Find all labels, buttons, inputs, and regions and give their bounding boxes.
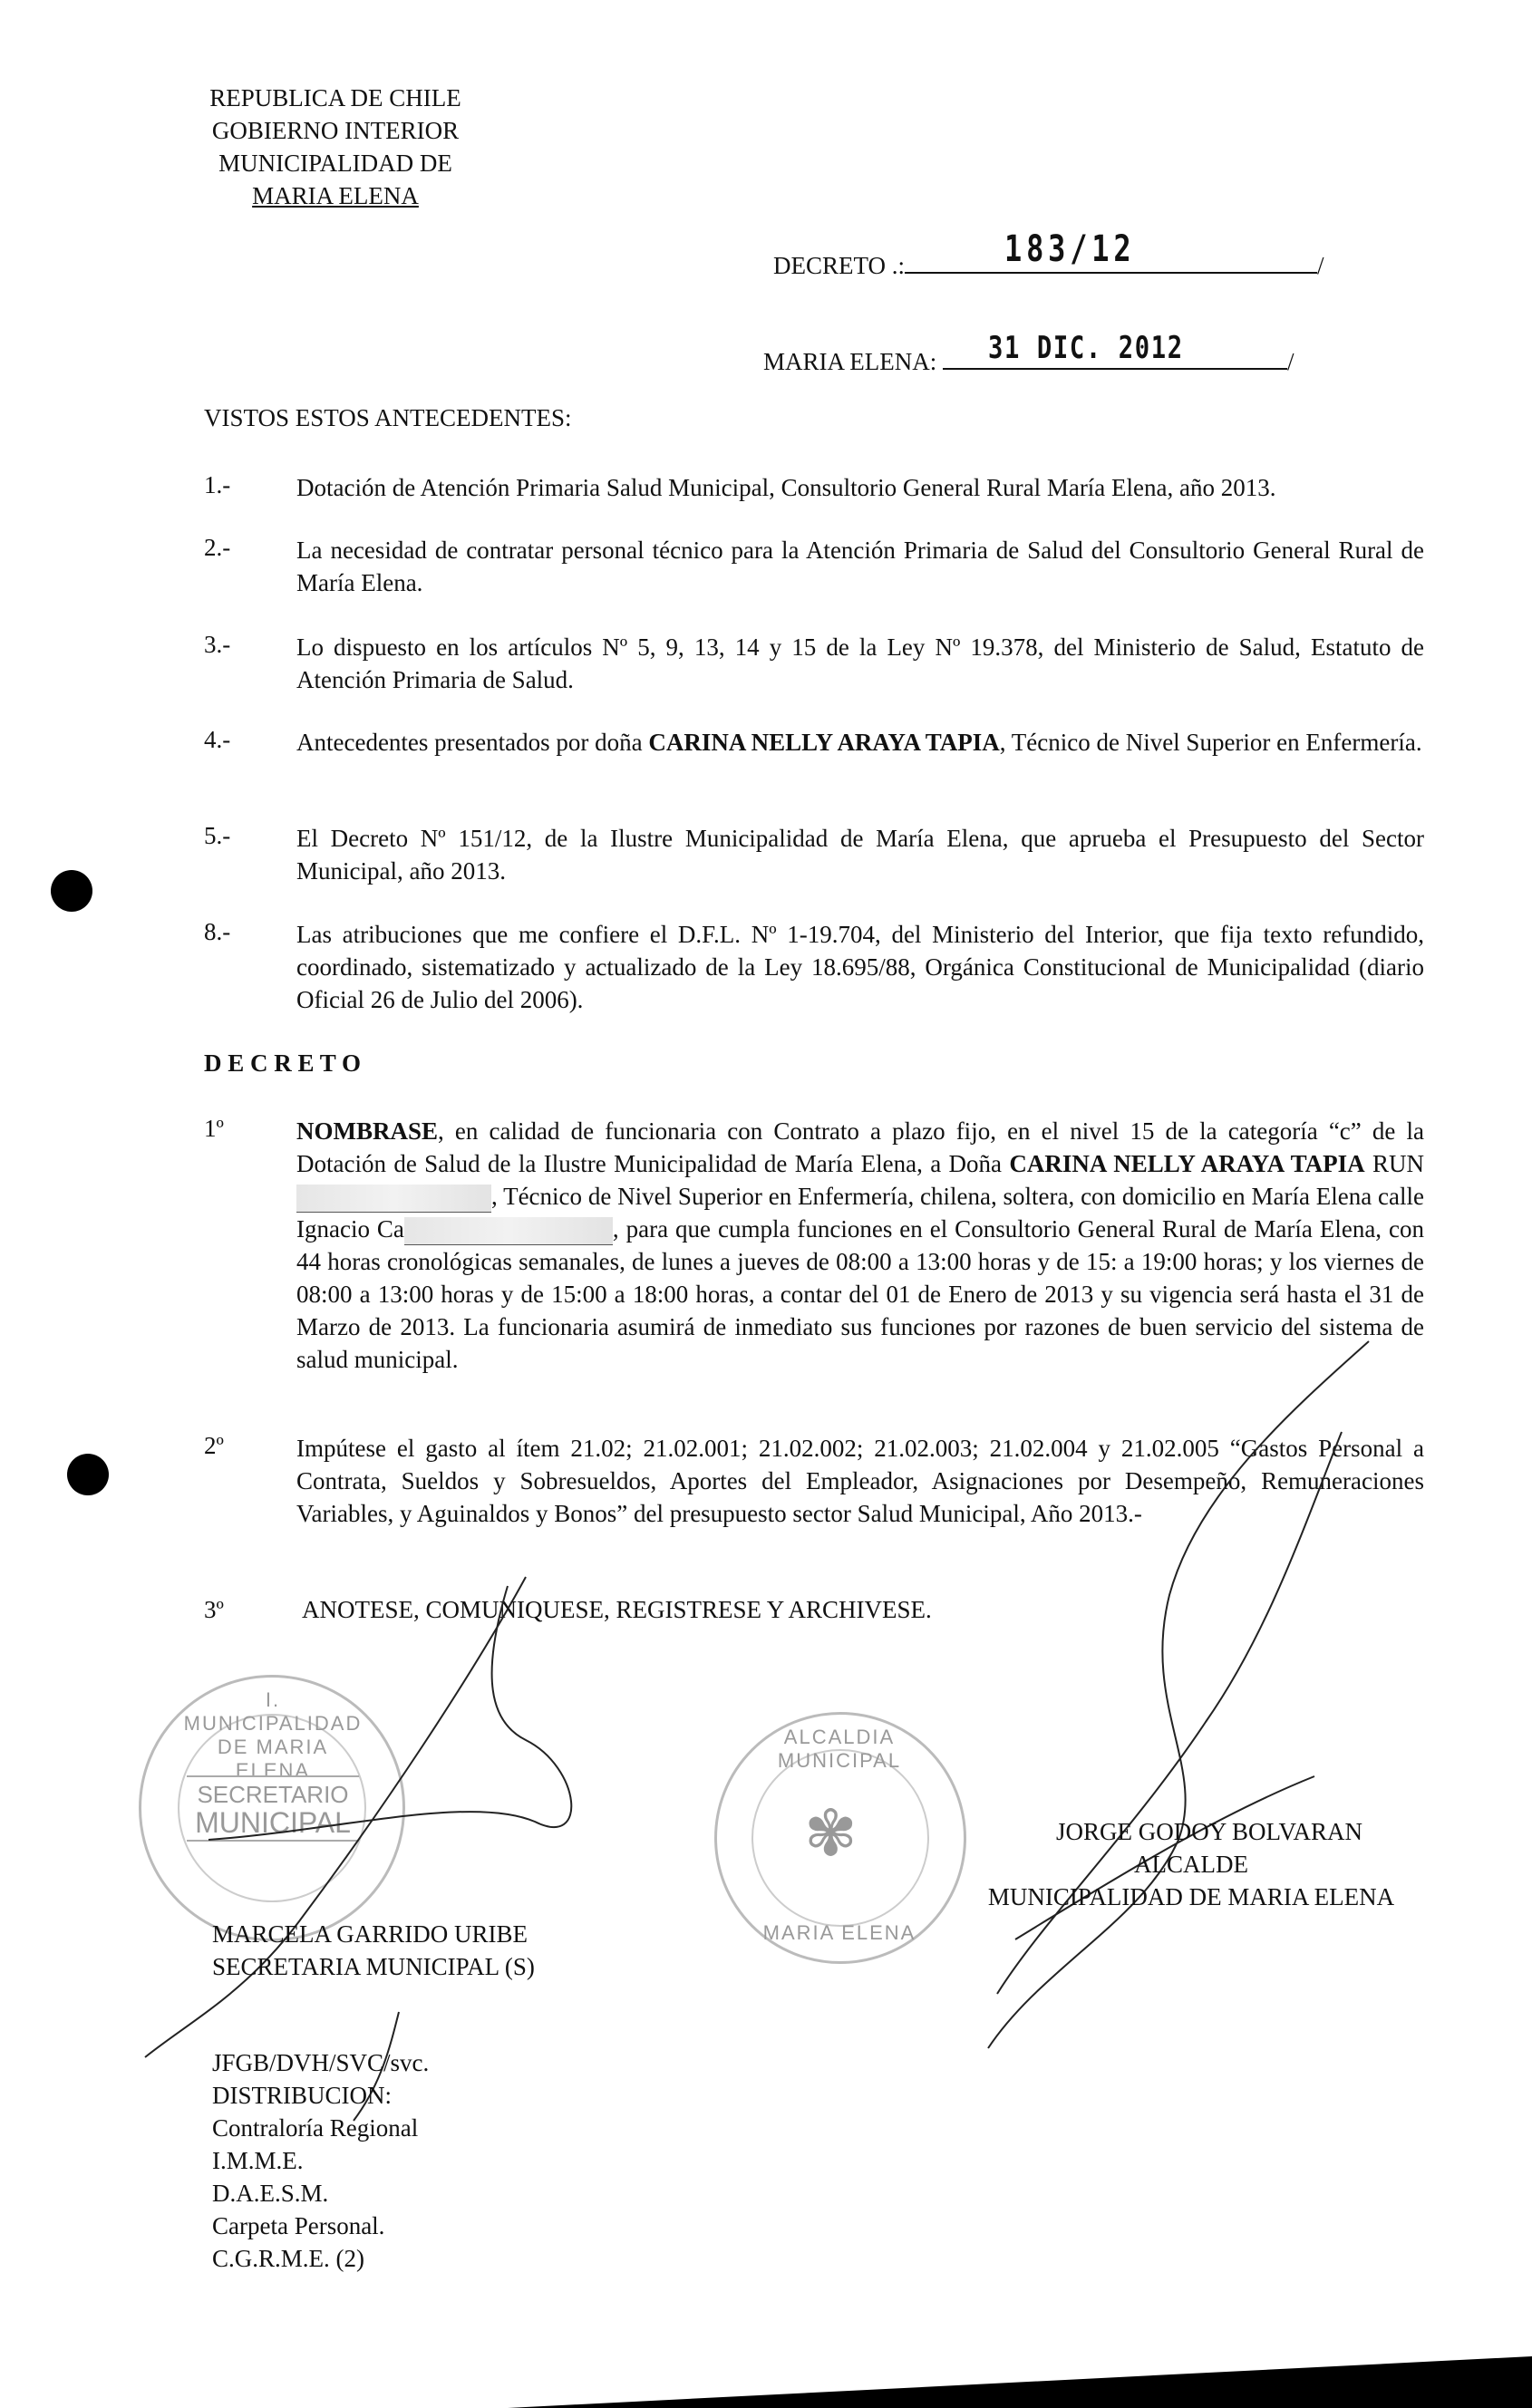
item-number: 8.- xyxy=(204,918,231,945)
article-number: 1º xyxy=(204,1115,224,1142)
article-text: ANOTESE, COMUNIQUESE, REGISTRESE Y ARCHIVESE. xyxy=(302,1596,932,1623)
distribution-item: D.A.E.S.M. xyxy=(212,2180,329,2207)
item-text: Dotación de Atención Primaria Salud Municipal, Consultorio General Rural María Elena, año 2013. xyxy=(296,474,1276,501)
item-number: 3.- xyxy=(204,631,231,658)
letterhead-line: GOBIERNO INTERIOR xyxy=(211,117,460,144)
item-text: Lo dispuesto en los artículos Nº 5, 9, 13, 14 y 15 de la Ley Nº 19.378, del Ministerio de Salud, Estatuto de Atención Primaria de Salud. xyxy=(296,633,1424,693)
distribution-item: Contraloría Regional xyxy=(212,2114,419,2142)
vistos-title: VISTOS ESTOS ANTECEDENTES: xyxy=(204,404,572,431)
mayor-signature-block: JORGE GODOY BOLVARAN ALCALDE MUNICIPALIDAD DE MARIA ELENA xyxy=(987,1818,1395,1910)
distribution-block xyxy=(212,2046,429,2275)
distribution-item: I.M.M.E. xyxy=(212,2147,304,2174)
decree-date: 31 DIC. 2012 xyxy=(988,330,1184,366)
item-text: Las atribuciones que me confiere el D.F.L. Nº 1-19.704, del Ministerio del Interior, que fija texto refundido, coordinado, sistematizado y actualizado de la Ley 18.695/88, Orgánica Constitucional de Municipalidad (diario Oficial 26 de Julio del 2006). xyxy=(296,921,1424,1013)
item-number: 5.- xyxy=(204,822,231,849)
letterhead-line: MUNICIPALIDAD DE xyxy=(218,150,452,177)
article-number: 2º xyxy=(204,1432,224,1459)
item-text: El Decreto Nº 151/12, de la Ilustre Municipalidad de María Elena, que aprueba el Presupuesto del Sector Municipal, año 2013. xyxy=(296,825,1424,885)
item-number: 1.- xyxy=(204,471,231,498)
article-number: 3º xyxy=(204,1596,224,1623)
letterhead-line: REPUBLICA DE CHILE xyxy=(209,84,461,111)
item-number: 4.- xyxy=(204,726,231,753)
distribution-item: Carpeta Personal. xyxy=(212,2212,385,2239)
scan-edge-shadow xyxy=(0,2320,1532,2408)
article-text: Impútese el gasto al ítem 21.02; 21.02.001; 21.02.002; 21.02.003; 21.02.004 y 21.02.005 “Gastos Personal a Contrata, Sueldos y Sobresueldos, Aportes del Empleador, Asignaciones por Desempeño, Remuneraciones Variables, y Aguinaldos y Bonos” del presupuesto sector Salud Municipal, Año 2013.- xyxy=(296,1435,1424,1527)
article-text: NOMBRASE, en calidad de funcionaria con Contrato a plazo fijo, en el nivel 15 de la categoría “c” de la Dotación de Salud de la Ilustre Municipalidad de María Elena, a Doña CARINA NELLY ARAYA TAPIA RUN, Técnico de Nivel Superior en Enfermería, chilena, soltera, con domicilio en María Elena calle Ignacio Ca , para que cumpla funciones en el Consultorio General Rural de María Elena, con 44 horas cronológicas semanales, de lunes a jueves de 08:00 a 13:00 horas y de 15: a 19:00 horas; y los viernes de 08:00 a 13:00 horas y de 15:00 a 18:00 horas, a contar del 01 de Enero de 2013 y su vigencia será hasta el 31 de Marzo de 2013. La funcionaria asumirá de inmediato sus funciones por razones de buen servicio del sistema de salud municipal. xyxy=(296,1117,1424,1373)
decree-label: DECRETO .: xyxy=(773,252,906,279)
secretary-signature-block: MARCELA GARRIDO URIBE SECRETARIA MUNICIPAL (S) xyxy=(212,1920,535,1980)
decree-number: 183/12 xyxy=(1004,228,1136,270)
decreto-title: D E C R E T O xyxy=(204,1049,362,1077)
mayor-seal: ALCALDIA MUNICIPAL ✾ MARIA ELENA xyxy=(714,1712,966,1964)
item-text: Antecedentes presentados por doña CARINA NELLY ARAYA TAPIA, Técnico de Nivel Superior en Enfermería. xyxy=(296,729,1422,756)
place-label: MARIA ELENA: xyxy=(763,348,937,375)
secretary-seal: I. MUNICIPALIDAD DE MARIA ELENA SECRETARIO MUNICIPAL xyxy=(139,1675,405,1941)
item-text: La necesidad de contratar personal técnico para la Atención Primaria de Salud del Consultorio General Rural de María Elena. xyxy=(296,537,1424,596)
initials: JFGB/DVH/SVC/svc. xyxy=(212,2049,430,2076)
distribution-item: C.G.R.M.E. (2) xyxy=(212,2245,364,2272)
coat-of-arms-icon: ✾ xyxy=(804,1798,858,1869)
distribution-title: DISTRIBUCION: xyxy=(212,2082,393,2109)
item-number: 2.- xyxy=(204,534,231,561)
letterhead-line: MARIA ELENA xyxy=(252,182,419,209)
decree-number-line: DECRETO .: 183/12 / xyxy=(773,228,1324,279)
decree-date-line: MARIA ELENA: 31 DIC. 2012 / xyxy=(763,330,1294,375)
